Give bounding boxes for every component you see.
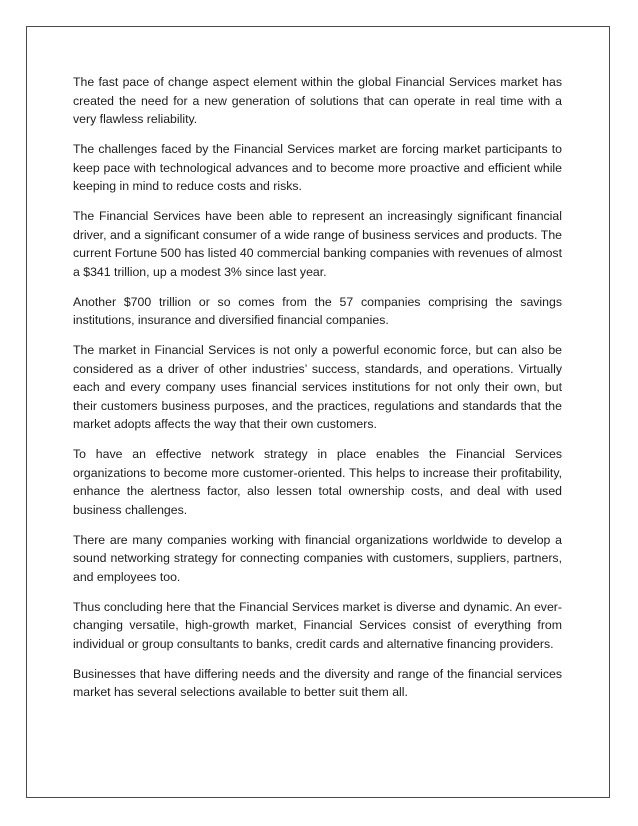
- paragraph: Thus concluding here that the Financial Services market is diverse and dynamic. An ever-changing versatile, high-growth market, Financial Services consist of everything from individual or group consultants to banks, credit cards and alternative financing providers.: [73, 599, 562, 651]
- paragraph: The fast pace of change aspect element within the global Financial Services market has created the need for a new generation of solutions that can operate in real time with a very flawless reliability.: [73, 75, 562, 126]
- paragraph: The market in Financial Services is not only a powerful economic force, but can also be considered as a driver of other industries’ success, standards, and operations. Virtually each and every company uses financial services institutions for not only their own, but their customers business purposes, and the practices, regulations and standards that the market adopts affects the way that their own customers.: [73, 343, 562, 431]
- paragraph: Businesses that have differing needs and the diversity and range of the financial services market has several selections available to better suit them all.: [73, 666, 562, 699]
- paragraph: Another $700 trillion or so comes from the 57 companies comprising the savings institutions, insurance and diversified financial companies.: [73, 294, 562, 327]
- paragraph: To have an effective network strategy in place enables the Financial Services organizations to become more customer-oriented. This helps to increase their profitability, enhance the alertness factor, also lessen total ownership costs, and deal with used business challenges.: [73, 447, 562, 517]
- paragraph: The Financial Services have been able to represent an increasingly significant financial driver, and a significant consumer of a wide range of business services and products. The current Fortune 500 has listed 40 commercial banking companies with revenues of almost a $341 trillion, up a modest 3% since last year.: [73, 209, 562, 279]
- document-body: [73, 73, 562, 713]
- paragraph: The challenges faced by the Financial Services market are forcing market participants to keep pace with technological advances and to become more proactive and efficient while keeping in mind to reduce costs and risks.: [73, 142, 562, 193]
- paragraph: There are many companies working with financial organizations worldwide to develop a sound networking strategy for connecting companies with customers, suppliers, partners, and employees too.: [73, 532, 562, 584]
